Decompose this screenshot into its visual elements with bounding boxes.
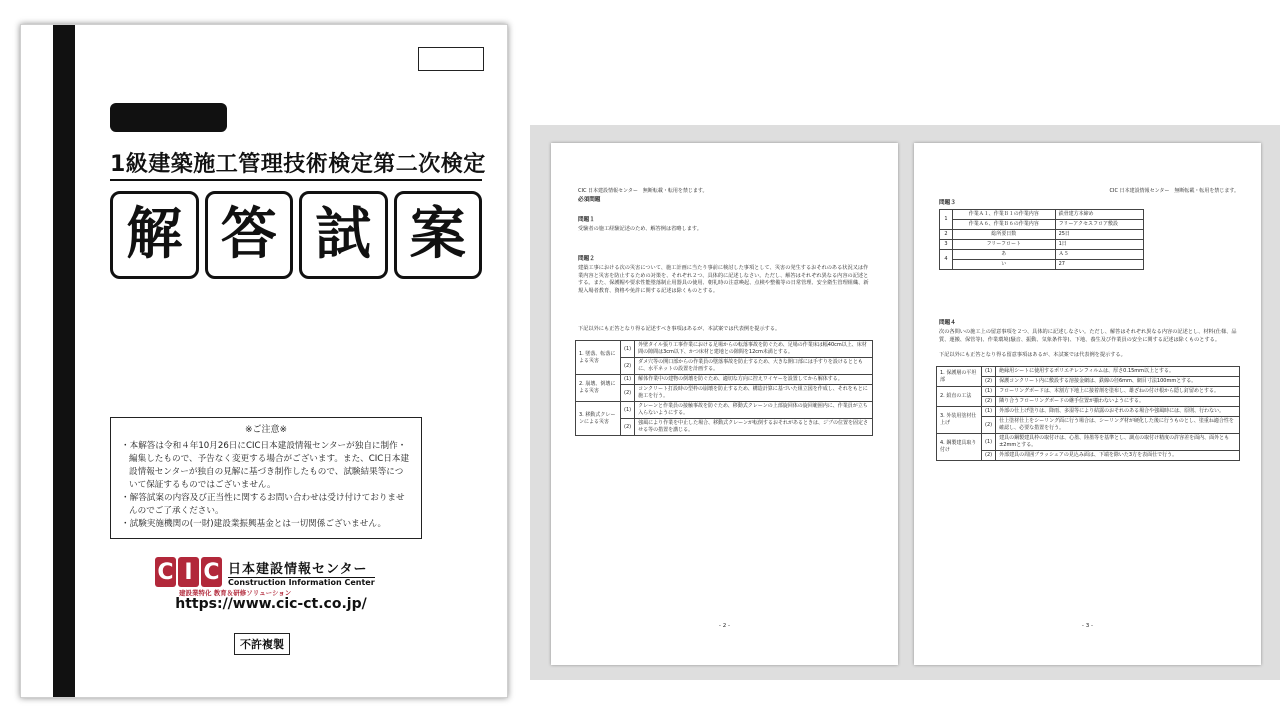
- label-cell: 作業Ａ１、作業Ｂ１の作業内容: [953, 210, 1056, 220]
- answer-cell: 外壁タイル張り工事作業における足場からの転落事故を防ぐため、足場の作業床は幅40cm以上、床材間の隙間は3cm以下、かつ床材と建地との隙間を12cm未満とする。: [635, 341, 873, 358]
- year-label-pill: [110, 103, 227, 132]
- item-number: (2): [982, 417, 996, 434]
- table-row: [576, 375, 873, 385]
- notice-item: ・本解答は令和４年10月26日にCIC日本建設情報センターが独自に制作・編集したもので、予告なく変更する場合がございます。また、CIC日本建設情報センターが独自の見解に基づき制作したもので、試験結果等について保証するものではございません。: [121, 441, 410, 490]
- answer-cell: 外部建具の周囲ブラッシュアの見込み面は、下端を除いた3方を表面仕で行う。: [996, 451, 1240, 461]
- answer-cell: 外部の仕上げ塗りは、降雨、多湿等により結露のおそれのある場合や強風時には、原則、行わない。: [996, 407, 1240, 417]
- category-cell: 3. 移動式クレーンによる災害: [576, 402, 621, 436]
- heading-char: 解: [110, 191, 199, 279]
- item-number: (1): [621, 375, 635, 385]
- q4-answer-table: [936, 366, 1240, 461]
- value-cell: 25日: [1055, 230, 1143, 240]
- notice-heading: ※ご注意※: [244, 425, 288, 435]
- label-cell: 作業Ａ６、作業Ｂ６の作業内容: [953, 220, 1056, 230]
- q4-text: 次の各問いの施工上の留意事項を２つ、具体的に記述しなさい。ただし、解答はそれぞれ異なる内容の記述とし、材料(仕様、品質、運搬、保管等)、作業環境(騒音、振動、気象条件等)、下地、養生及び作業員の安全に関する記述は除くものとする。: [939, 329, 1237, 343]
- org-url: https://www.cic-ct.co.jp/: [175, 596, 367, 612]
- table-row: [576, 419, 873, 436]
- category-cell: 1. 墜落、転落による災害: [576, 341, 621, 375]
- q3-title: 問題３: [939, 200, 956, 206]
- notice-box: [110, 417, 422, 539]
- category-cell: 2. 崩壊、倒壊による災害: [576, 375, 621, 402]
- answer-draft-heading: [110, 191, 482, 279]
- table-row: [940, 210, 1144, 220]
- item-number: (1): [621, 341, 635, 358]
- table-row: [940, 240, 1144, 250]
- table-row: [937, 387, 1240, 397]
- page-3: [914, 143, 1261, 665]
- table-row: [576, 358, 873, 375]
- item-number: (1): [621, 402, 635, 419]
- label-cell: フリーフロート: [953, 240, 1056, 250]
- org-name-jp: 日本建設情報センター: [228, 558, 375, 578]
- category-cell: 2. 鉛直の工法: [937, 387, 982, 407]
- table-row: [937, 377, 1240, 387]
- answer-cell: クレーンと作業員の接触事故を防ぐため、移動式クレーンの上部旋回体の旋回範囲内に、作業員が立ち入らないようにする。: [635, 402, 873, 419]
- item-number: (2): [621, 358, 635, 375]
- org-name-en: Construction Information Center: [228, 577, 375, 587]
- item-number: (2): [621, 385, 635, 402]
- org-tagline: 建設業特化 教育＆研修ソリューション: [179, 589, 292, 597]
- answer-cell: 保護コンクリート内に敷設する溶接金網は、鉄線の径6mm、網目寸法100mmとする。: [996, 377, 1240, 387]
- table-row: [937, 397, 1240, 407]
- page-2: [551, 143, 898, 665]
- label-cell: 総所要日数: [953, 230, 1056, 240]
- value-cell: 1日: [1055, 240, 1143, 250]
- notice-item: ・試験実施機関の(一財)建設業振興基金とは一切関係ございません。: [121, 519, 387, 529]
- table-row: [576, 385, 873, 402]
- page-number: - 3 -: [1081, 623, 1094, 630]
- q2-text: 建築工事における次の災害について、施工計画に当たり事前に検討した事項として、災害の発生するおそれのある状況又は作業内容と災害を防止するための対策を、それぞれ２つ、具体的に記述しなさい。ただし、解答はそれぞれ異なる内容の記述とする。また、保護帽や要求性能墜落制止用器具の使用、朝礼時の注意喚起、点検や整備等の日常管理、安全衛生管理組織、新規入場者教育、資格や免許に関する記述は除くものとする。: [578, 265, 869, 294]
- section-required: 必須問題: [578, 197, 601, 203]
- examinee-number-box: [418, 47, 484, 71]
- q4-note: 下記以外にも正答となり得る留意事項はあるが、本試案では代表例を提示する。: [939, 352, 1126, 358]
- value-cell: フリーアクセスフロア敷設: [1055, 220, 1143, 230]
- answer-cell: 仕上塗材仕上をシーリング面に行う場合は、シーリング材が硬化した後に行うものとし、塗重ね適合性を確認し、必要な措置を行う。: [996, 417, 1240, 434]
- table-row: [940, 260, 1144, 270]
- item-number: 2: [940, 230, 953, 240]
- table-row: [940, 250, 1144, 260]
- heading-char: 試: [299, 191, 388, 279]
- table-row: [937, 417, 1240, 434]
- item-number: (2): [982, 377, 996, 387]
- table-row: [937, 407, 1240, 417]
- page-spread: [530, 125, 1280, 680]
- table-row: [576, 341, 873, 358]
- item-number: 3: [940, 240, 953, 250]
- table-row: [940, 230, 1144, 240]
- item-number: 1: [940, 210, 953, 230]
- q1-text: 受験者の施工経験記述のため、解答例は省略します。: [578, 226, 702, 232]
- q2-answer-table: [575, 340, 873, 436]
- q4-title: 問題４: [939, 320, 956, 326]
- item-number: (1): [982, 387, 996, 397]
- answer-cell: 解体作業中の建物の倒壊を防ぐため、適切な方向に控えワイヤーを設置してから解体する。: [635, 375, 873, 385]
- logo-text: [228, 558, 375, 587]
- answer-cell: コンクリート打設時の型枠の崩壊を防止するため、構造計算に基づいた組立図を作成し、それをもとに施工を行う。: [635, 385, 873, 402]
- cic-logo-mark: [155, 557, 222, 587]
- page-number: - 2 -: [718, 623, 731, 630]
- table-row: [940, 220, 1144, 230]
- cic-logo: [155, 555, 375, 589]
- title-rule: [110, 179, 482, 181]
- table-row: [576, 402, 873, 419]
- heading-char: 答: [205, 191, 294, 279]
- answer-cell: 強風により作業を中止した場合、移動式クレーンが転倒するおそれがあるときは、ジブの位置を固定させる等の措置を講じる。: [635, 419, 873, 436]
- q3-answer-table: [939, 209, 1144, 270]
- cover-page: [20, 24, 508, 698]
- table-row: [937, 367, 1240, 377]
- answer-cell: ダメ穴等の開口部からの作業員の墜落事故を防止するため、大きな開口部には手すりを設けるとともに、水平ネットの設置を計画する。: [635, 358, 873, 375]
- item-number: 4: [940, 250, 953, 270]
- notice-item: ・解答試案の内容及び正当性に関するお問い合わせは受け付けておりませんのでご了承ください。: [121, 493, 405, 516]
- answer-cell: 建具の鋼製建具枠の取付けは、心墨、陸墨等を基準とし、調点の取付け精度の許容差を面内、面外とも±2mmとする。: [996, 434, 1240, 451]
- no-reprint-stamp: 不許複製: [234, 633, 290, 655]
- label-cell: あ: [953, 250, 1056, 260]
- heading-char: 案: [394, 191, 483, 279]
- item-number: (1): [982, 367, 996, 377]
- q2-title: 問題２: [578, 256, 595, 262]
- cover-title: 1級建築施工管理技術検定第二次検定: [110, 152, 486, 177]
- value-cell: 27: [1055, 260, 1143, 270]
- category-cell: 3. 外装用塗材仕上げ: [937, 407, 982, 434]
- item-number: (2): [982, 451, 996, 461]
- value-cell: 鉄骨建方本締め: [1055, 210, 1143, 220]
- page-header: CIC 日本建設情報センター 無断転載・転用を禁じます。: [578, 188, 708, 194]
- logo-letter: C: [155, 557, 176, 587]
- table-row: [937, 434, 1240, 451]
- item-number: (1): [982, 407, 996, 417]
- logo-letter: C: [201, 557, 222, 587]
- category-cell: 1. 保護層の平坦部: [937, 367, 982, 387]
- item-number: (1): [982, 434, 996, 451]
- q1-title: 問題１: [578, 217, 595, 223]
- answer-cell: フローリングボードは、本割方下地上に接着剤を塗布し、雄ざねの付け根から隠し釘留めとする。: [996, 387, 1240, 397]
- item-number: (2): [621, 419, 635, 436]
- answer-cell: 絶縁用シートに使用するポリエチレンフィルムは、厚さ0.15mm以上とする。: [996, 367, 1240, 377]
- category-cell: 4. 鋼製建具取り付け: [937, 434, 982, 461]
- table-row: [937, 451, 1240, 461]
- binding-stripe: [53, 25, 75, 697]
- label-cell: い: [953, 260, 1056, 270]
- page-header: CIC 日本建設情報センター 無断転載・転用を禁じます。: [1109, 188, 1239, 194]
- value-cell: Ａ５: [1055, 250, 1143, 260]
- answer-cell: 隣り合うフローリングボードの継手位置が揃わないようにする。: [996, 397, 1240, 407]
- logo-letter: I: [178, 557, 199, 587]
- item-number: (2): [982, 397, 996, 407]
- q2-note: 下記以外にも正答となり得る記述すべき事項はあるが、本試案では代表例を提示する。: [578, 326, 781, 332]
